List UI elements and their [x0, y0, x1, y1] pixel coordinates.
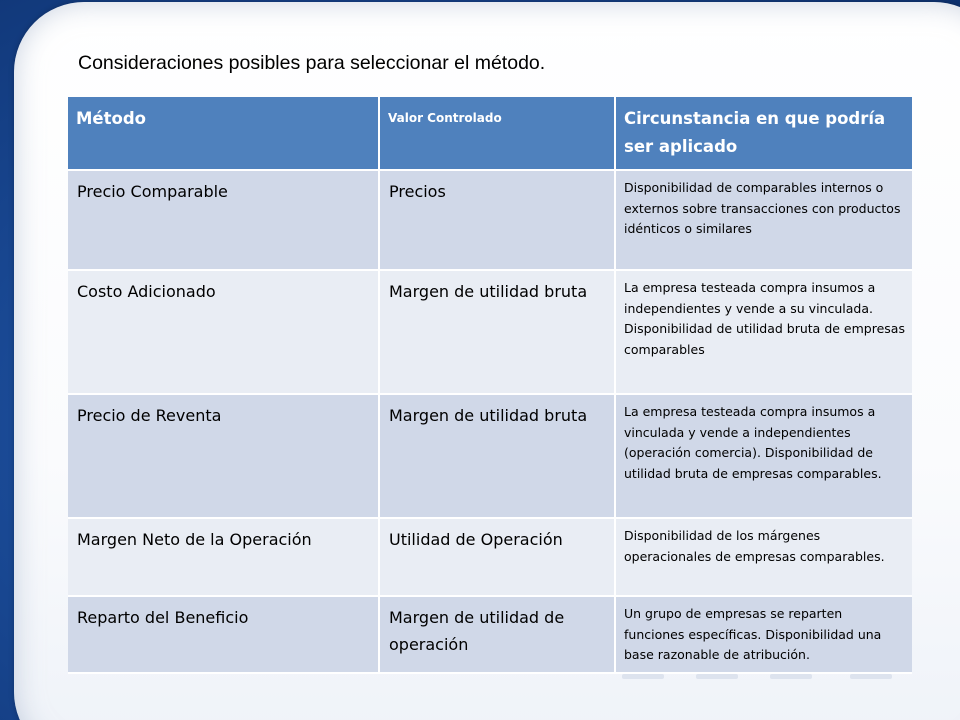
table-row [68, 597, 912, 674]
table-row [68, 519, 912, 597]
decorative-tab [696, 674, 738, 679]
decorative-tab [850, 674, 892, 679]
cell-method: Margen Neto de la Operación [68, 519, 380, 597]
table-row [68, 271, 912, 395]
cell-method: Reparto del Beneficio [68, 597, 380, 674]
cell-controlled-value: Margen de utilidad de operación [380, 597, 616, 674]
cell-method: Precio Comparable [68, 171, 380, 271]
decorative-tab [770, 674, 812, 679]
table-row [68, 395, 912, 519]
cell-circumstance: Un grupo de empresas se reparten funciones específicas. Disponibilidad una base razonable de atribución. [616, 597, 912, 674]
cell-controlled-value: Precios [380, 171, 616, 271]
header-circumstance: Circunstancia en que podría ser aplicado [616, 97, 912, 171]
slide-title: Consideraciones posibles para seleccionar el método. [78, 52, 546, 74]
header-controlled-value: Valor Controlado [380, 97, 616, 171]
cell-circumstance: Disponibilidad de comparables internos o externos sobre transacciones con productos idénticos o similares [616, 171, 912, 271]
cell-circumstance: La empresa testeada compra insumos a vinculada y vende a independientes (operación comercia). Disponibilidad de utilidad bruta de empresas comparables. [616, 395, 912, 519]
cell-controlled-value: Margen de utilidad bruta [380, 395, 616, 519]
table-row [68, 171, 912, 271]
header-method: Método [68, 97, 380, 171]
cell-circumstance: Disponibilidad de los márgenes operacionales de empresas comparables. [616, 519, 912, 597]
table-header-row [68, 97, 912, 171]
cell-method: Precio de Reventa [68, 395, 380, 519]
cell-controlled-value: Utilidad de Operación [380, 519, 616, 597]
cell-circumstance: La empresa testeada compra insumos a independientes y vende a su vinculada. Disponibilidad de utilidad bruta de empresas comparables [616, 271, 912, 395]
decorative-tab [622, 674, 664, 679]
cell-controlled-value: Margen de utilidad bruta [380, 271, 616, 395]
methods-table [68, 97, 912, 674]
cell-method: Costo Adicionado [68, 271, 380, 395]
